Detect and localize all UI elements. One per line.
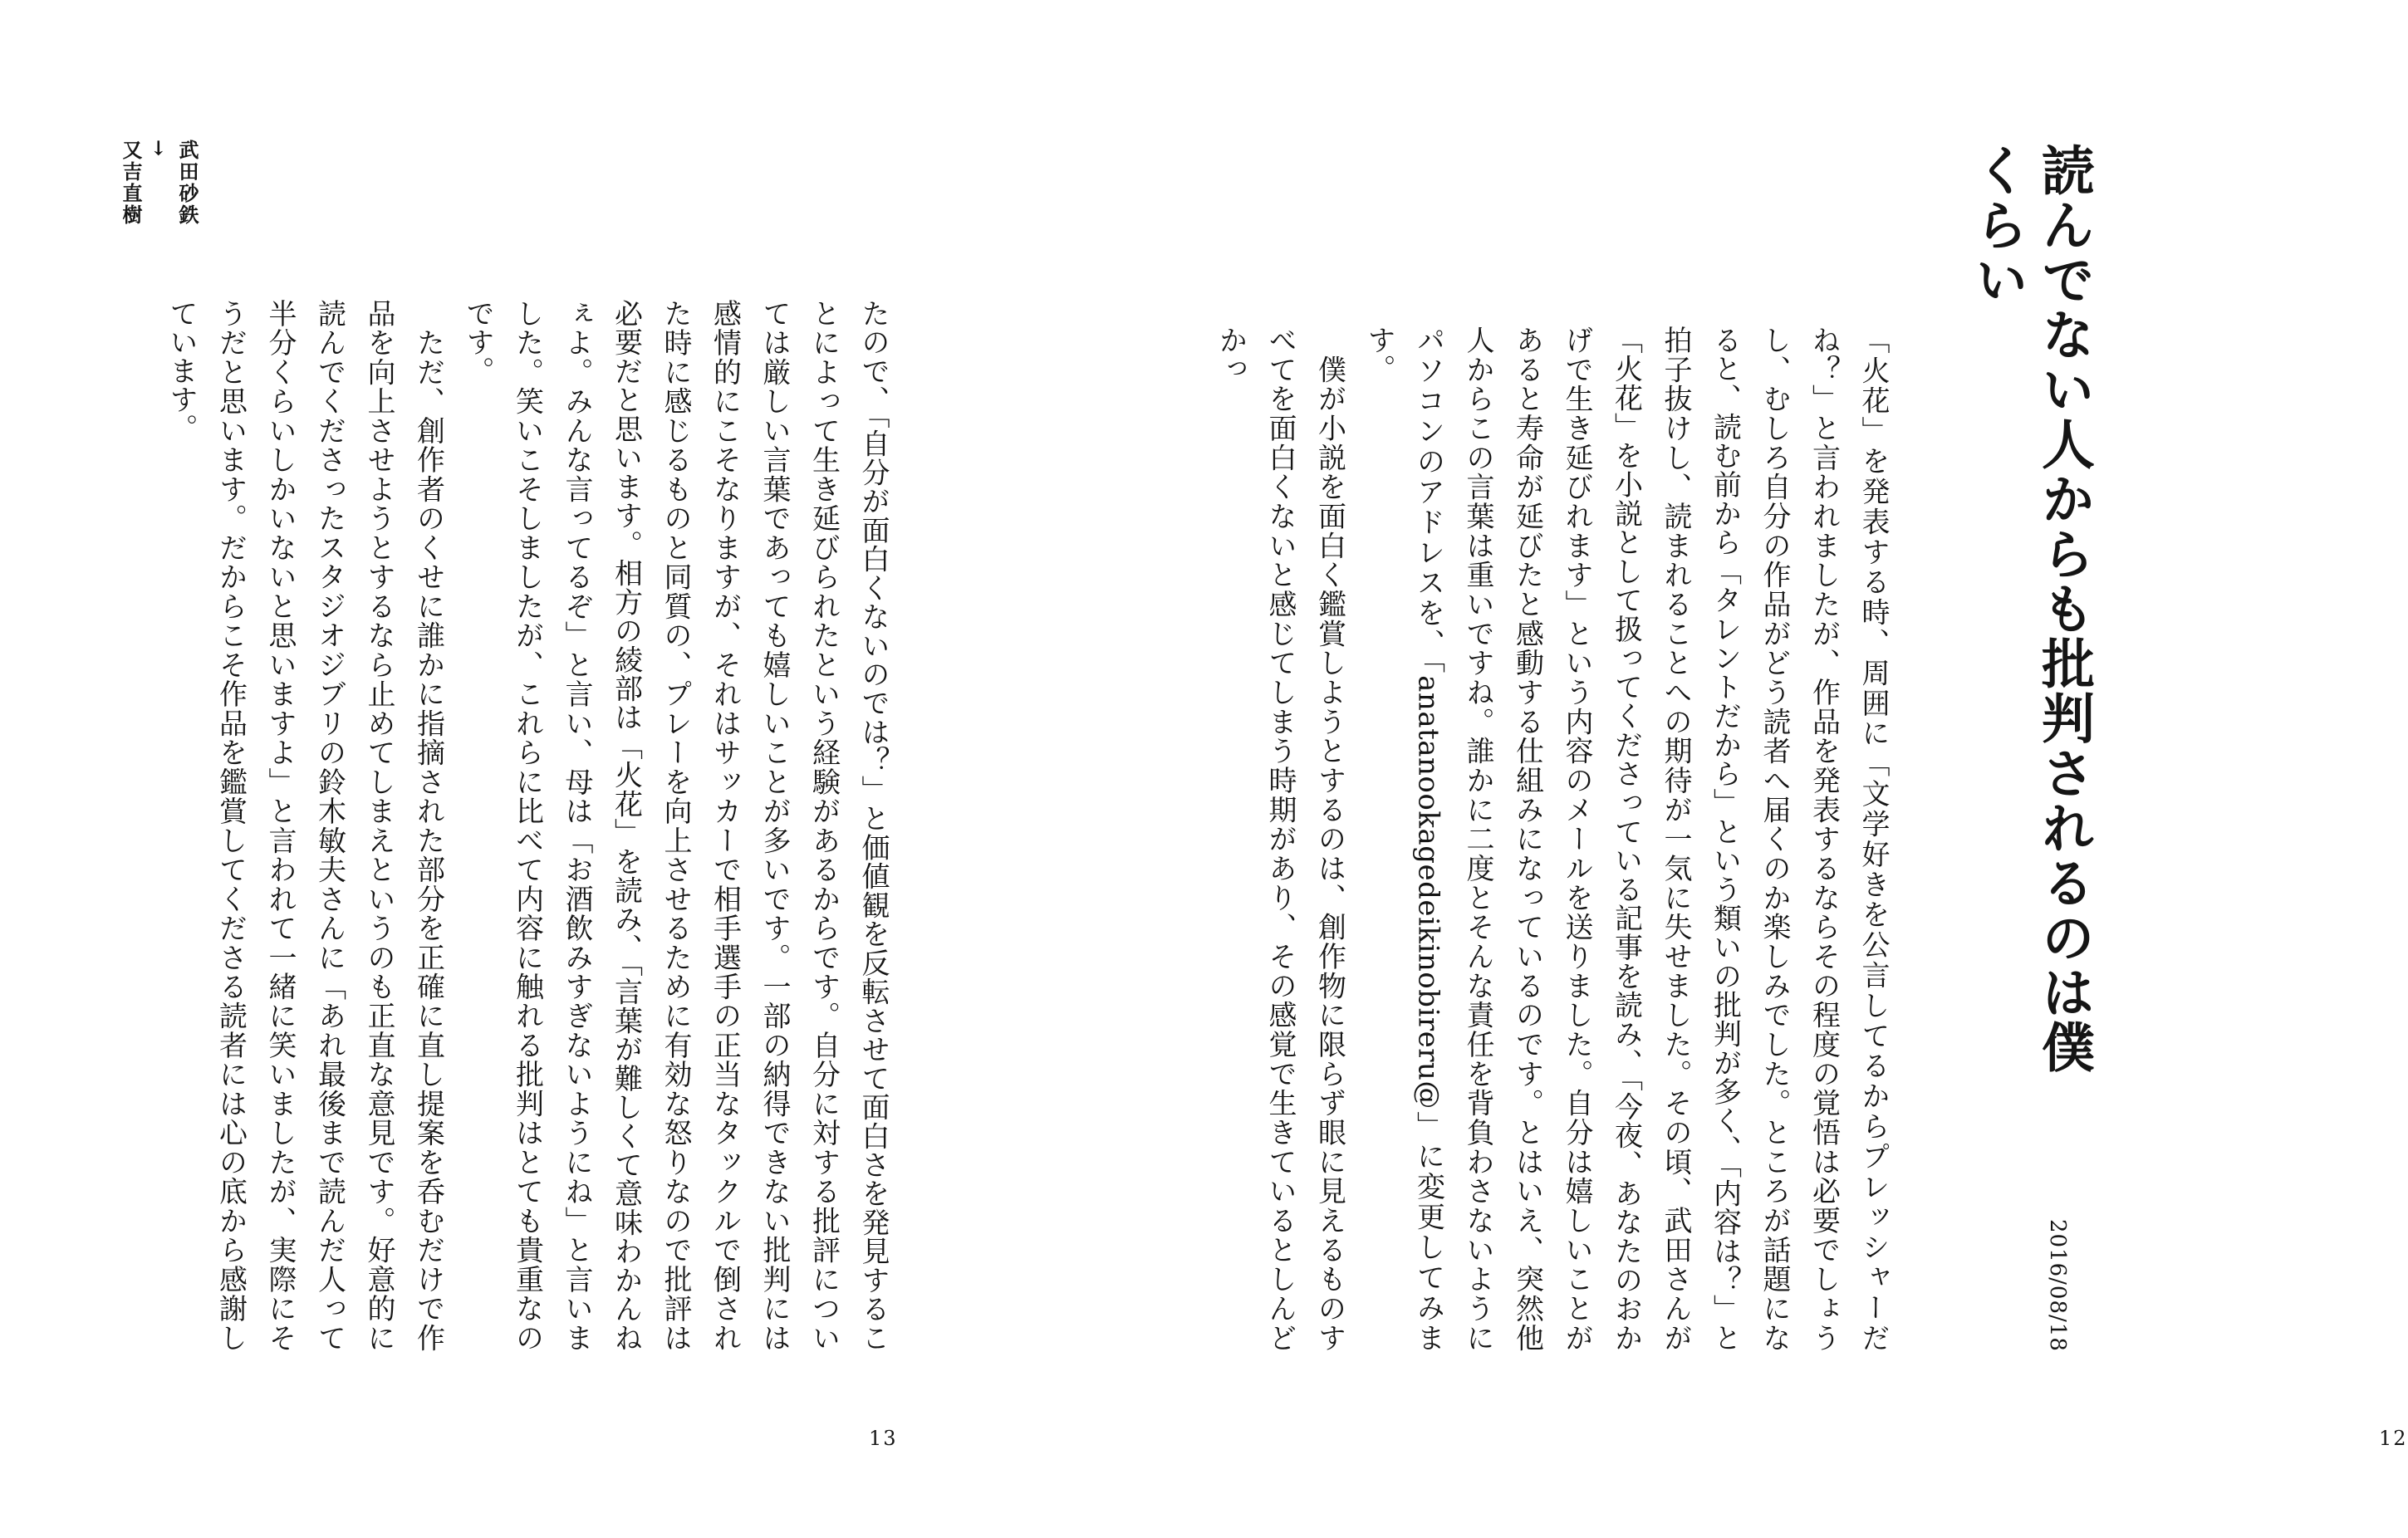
body-paragraph: 僕が小説を面白く鑑賞しようとするのは、創作物に限らず眼に見えるものすべてを面白くないと感じてしまう時期があり、その感覚で生きているとしんどかっ — [1214, 326, 1346, 1352]
arrow-icon: → — [147, 140, 171, 159]
body-paragraph: ただ、創作者のくせに誰かに指摘された部分を正確に直し提案を呑むだけで作品を向上させようとするなら止めてしまえというのも正直な意見です。好意的に読んでくださったスタジオジブリの鈴木敏夫さんに「あれ最後まで読んだ人って半分くらいしかいないと思いますよ」と言われて一緒に笑いましたが、実際にそうだと思います。だからこそ作品を鑑賞してくださる読者には心の底から感謝しています。 — [164, 299, 445, 1353]
right-page — [1090, 0, 2408, 1538]
page-number: 12 — [2379, 1427, 2408, 1450]
left-page — [0, 0, 1090, 1538]
right-body-text — [1033, 326, 1897, 1352]
article-date: 2016/08/18 — [2045, 1219, 2070, 1352]
left-body-text — [150, 299, 897, 1352]
author-credit — [116, 140, 201, 226]
article-title: 読んでない人からも批判されるのは僕くらい — [1966, 143, 2095, 1075]
body-paragraph: たので、「自分が面白くないのでは？」と価値観を反転させて面白さを発見することによって生き延びられたという経験があるからです。自分に対する批評については厳しい言葉であっても嬉しいことが多いです。一部の納得できない批判には感情的にこそなりますが、それはサッカーで相手選手の正当なタックルで倒された時に感じるものと同質の、プレーを向上させるために有効な怒りなので批評は必要だと思います。相方の綾部は「火花」を読み、「言葉が難しくて意味わかんねぇよ。みんな言ってるぞ」と言い、母は「お酒飲みすぎないようにね」と言いました。笑いこそしましたが、これらに比べて内容に触れる批判はとても貴重なのです。 — [461, 299, 890, 1353]
body-paragraph: 「火花」を発表する時、周囲に「文学好きを公言してるからプレッシャーだね？」と言われましたが、作品を発表するならその程度の覚悟は必要でしょうし、むしろ自分の作品がどう読者へ届くのか楽しみでした。ところが話題になると、読む前から「タレントだから」という類いの批判が多く、「内容は？」と拍子抜けし、読まれることへの期待が一気に失せました。その頃、武田さんが「火花」を小説として扱ってくださっている記事を読み、「今夜、あなたのおかげで生き延びれます」という内容のメールを送りました。自分は嬉しいことがあると寿命が延びたと感動する仕組みになっているのです。とはいえ、突然他人からこの言葉は重いですね。誰かに二度とそんな責任を背負わさないようにパソコンのアドレスを、「anatanookagedeikinobireru@」に変更してみます。 — [1362, 326, 1890, 1353]
author-from: 武田砂鉄 — [175, 140, 199, 226]
page-number: 13 — [869, 1427, 898, 1450]
author-to: 又吉直樹 — [119, 140, 143, 226]
